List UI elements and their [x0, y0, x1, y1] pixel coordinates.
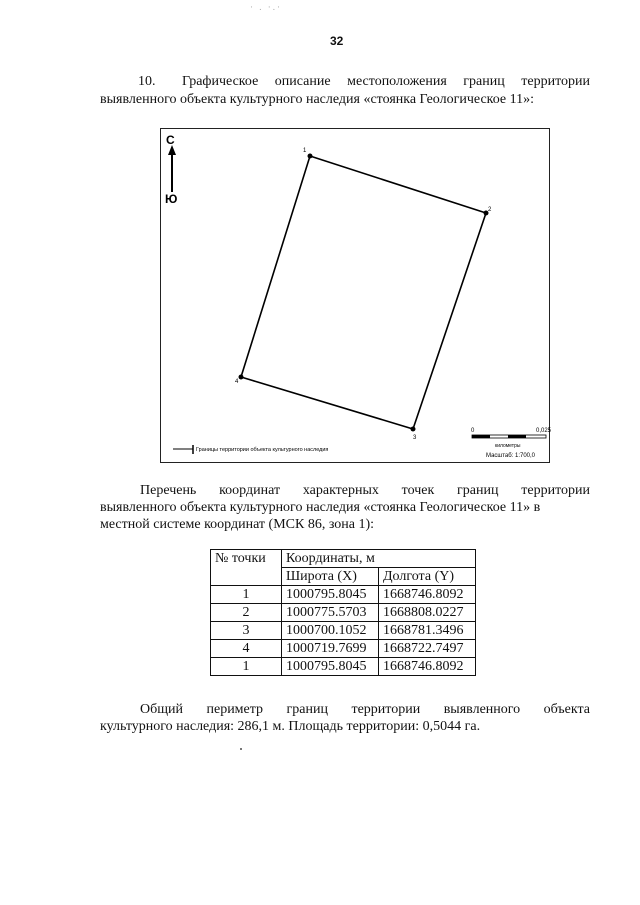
header-lon: Долгота (Y) — [379, 568, 476, 586]
legend-text: Границы территории объекта культурного наследия — [196, 447, 329, 453]
table-row — [211, 586, 476, 604]
scan-marks: · . ·.· — [250, 2, 282, 12]
header-coords: Координаты, м — [282, 550, 476, 568]
scale-bar — [472, 435, 546, 438]
scale-zero-label: 0 — [471, 428, 475, 434]
cell-lat: 1000795.8045 — [282, 586, 379, 604]
table-header-row — [211, 550, 476, 568]
point-label-1: 1 — [303, 148, 307, 154]
cell-lon: 1668808.0227 — [379, 604, 476, 622]
cell-lat: 1000700.1052 — [282, 622, 379, 640]
scale-unit: километры — [495, 443, 521, 449]
cell-lat: 1000775.5703 — [282, 604, 379, 622]
point-label-3: 3 — [413, 435, 417, 441]
cell-lat: 1000719.7699 — [282, 640, 379, 658]
point-label-4: 4 — [235, 379, 239, 385]
territory-boundary — [241, 156, 486, 429]
scan-speck — [240, 748, 242, 750]
header-lat: Широта (X) — [282, 568, 379, 586]
boundary-point-1 — [308, 154, 313, 159]
map-drawing — [161, 129, 552, 462]
coordinates-table — [210, 549, 476, 676]
header-point: № точки — [211, 550, 282, 586]
coord-list-line3: местной системе координат (МСК 86, зона 1): — [100, 517, 375, 532]
cell-point: 3 — [211, 622, 282, 640]
cell-point: 1 — [211, 658, 282, 676]
cell-point: 2 — [211, 604, 282, 622]
section-title-line2: выявленного объекта культурного наследия «стоянка Геологическое 11»: — [100, 92, 534, 107]
cell-point: 1 — [211, 586, 282, 604]
section-number: 10. — [138, 74, 156, 89]
cell-lon: 1668746.8092 — [379, 658, 476, 676]
section-heading-line1 — [100, 73, 590, 90]
table-row — [211, 604, 476, 622]
coord-list-line1-text: Перечень координат характерных точек границ территории — [140, 483, 590, 498]
cell-lon: 1668722.7497 — [379, 640, 476, 658]
summary-line1 — [100, 701, 590, 718]
scale-max-label: 0,025 — [536, 428, 552, 434]
coord-list-line1 — [100, 482, 590, 499]
boundary-map — [160, 128, 550, 463]
page-number: 32 — [330, 34, 344, 48]
table-row — [211, 622, 476, 640]
table-row — [211, 658, 476, 676]
summary-line2: культурного наследия: 286,1 м. Площадь территории: 0,5044 га. — [100, 719, 481, 734]
cell-lon: 1668781.3496 — [379, 622, 476, 640]
cell-lat: 1000795.8045 — [282, 658, 379, 676]
cell-point: 4 — [211, 640, 282, 658]
summary-line1-text: Общий периметр границ территории выявленного объекта — [140, 702, 590, 717]
scale-text: Масштаб: 1:700,0 — [486, 453, 536, 459]
coord-list-line2: выявленного объекта культурного наследия «стоянка Геологическое 11» в — [100, 500, 541, 515]
compass-north-label: С — [166, 133, 175, 147]
compass-south-label: Ю — [165, 192, 178, 206]
table-row — [211, 640, 476, 658]
cell-lon: 1668746.8092 — [379, 586, 476, 604]
boundary-point-4 — [239, 375, 244, 380]
north-arrow-icon — [168, 145, 176, 192]
boundary-point-3 — [411, 427, 416, 432]
point-label-2: 2 — [488, 207, 492, 213]
section-title-line1: Графическое описание местоположения границ территории — [182, 74, 590, 89]
